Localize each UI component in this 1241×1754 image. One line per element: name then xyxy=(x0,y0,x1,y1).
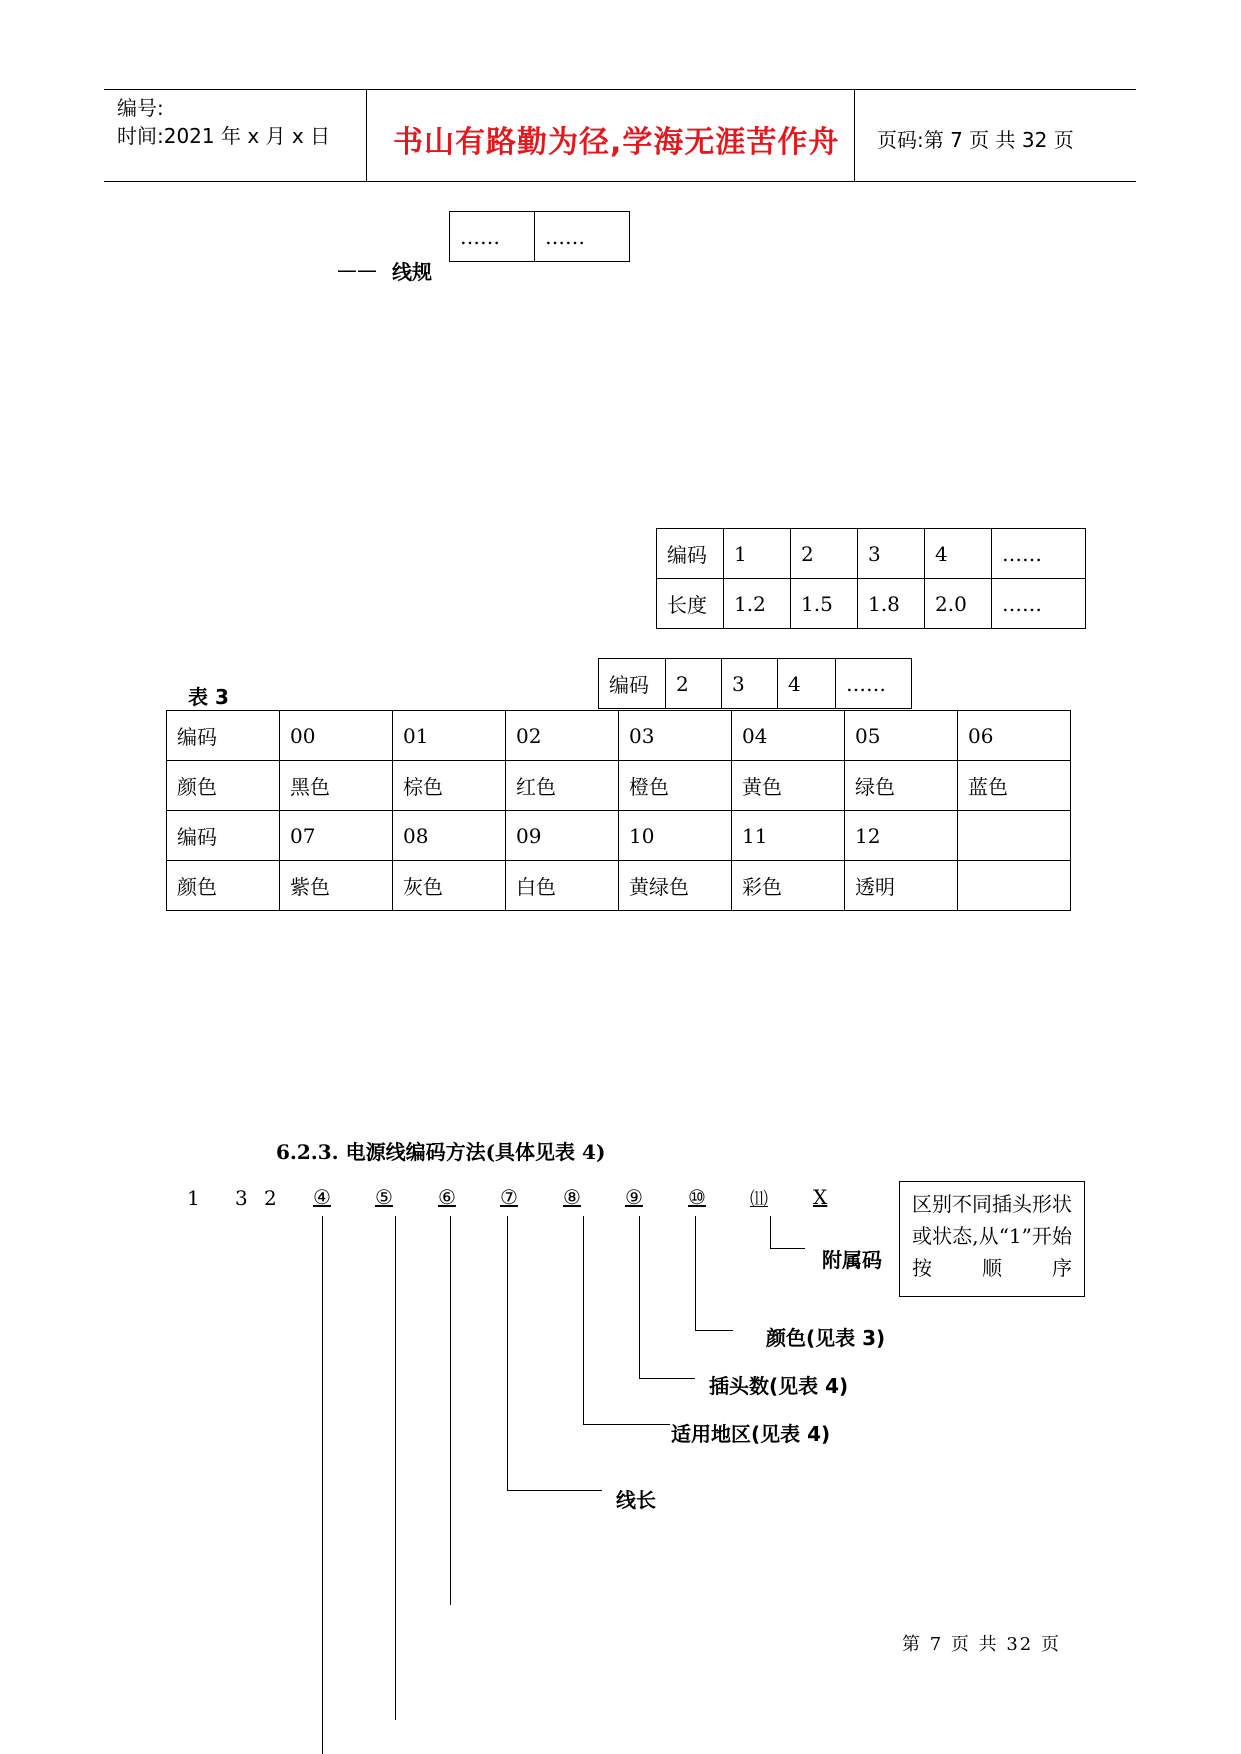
color-table-cell: 02 xyxy=(506,711,619,761)
header-time-label: 时间:2021 年 x 月 x 日 xyxy=(117,124,331,148)
color-table-cell: 黄色 xyxy=(732,761,845,811)
color-table-cell: 00 xyxy=(280,711,393,761)
color-table-cell: 红色 xyxy=(506,761,619,811)
label-color: 颜色(见表 3) xyxy=(766,1326,886,1350)
color-table-cell: 颜色 xyxy=(167,861,280,911)
header-divider-left xyxy=(366,89,367,182)
code-position: ④ xyxy=(313,1185,331,1209)
length-table-header: 长度 xyxy=(657,579,724,629)
length-table-cell: 2 xyxy=(791,529,858,579)
color-table-cell: 绿色 xyxy=(845,761,958,811)
color-table-cell: 黑色 xyxy=(280,761,393,811)
color-table-cell: 08 xyxy=(393,811,506,861)
label-plugs: 插头数(见表 4) xyxy=(709,1374,849,1398)
header-number-label: 编号: xyxy=(117,96,164,120)
color-table-cell: 紫色 xyxy=(280,861,393,911)
code-position: ⑦ xyxy=(500,1185,518,1209)
connector-line xyxy=(770,1248,805,1249)
table3-small-cell: 3 xyxy=(722,659,778,709)
code-prefix-digit: 2 xyxy=(264,1186,277,1210)
connector-line xyxy=(507,1216,508,1490)
header-page-label: 页码:第 7 页 共 32 页 xyxy=(877,128,1074,152)
color-table-cell: 12 xyxy=(845,811,958,861)
table3-small-cell: 4 xyxy=(778,659,836,709)
color-table-cell: 白色 xyxy=(506,861,619,911)
header-top-rule xyxy=(104,89,1136,90)
color-table-cell: 07 xyxy=(280,811,393,861)
length-table-cell: …… xyxy=(992,579,1086,629)
color-table-cell: 01 xyxy=(393,711,506,761)
color-table-cell: 05 xyxy=(845,711,958,761)
line-spec-table xyxy=(449,211,630,262)
connector-line xyxy=(639,1216,640,1378)
length-table-header: 编码 xyxy=(657,529,724,579)
color-table-cell: 09 xyxy=(506,811,619,861)
color-table xyxy=(166,710,1071,911)
color-table-cell: 棕色 xyxy=(393,761,506,811)
label-region: 适用地区(见表 4) xyxy=(671,1422,831,1446)
connector-line xyxy=(639,1378,695,1379)
code-position: ⑤ xyxy=(375,1185,393,1209)
header-motto: 书山有路勤为径,学海无涯苦作舟 xyxy=(393,125,840,160)
table3-label: 表 3 xyxy=(188,685,229,709)
line-spec-label: 线规 xyxy=(392,260,432,284)
length-table-cell: 1.2 xyxy=(724,579,791,629)
color-table-cell xyxy=(958,811,1071,861)
length-table-cell: 1 xyxy=(724,529,791,579)
length-table-cell: …… xyxy=(992,529,1086,579)
code-position: ⑥ xyxy=(438,1185,456,1209)
color-table-cell: 透明 xyxy=(845,861,958,911)
section-heading: 6.2.3. 电源线编码方法(具体见表 4) xyxy=(276,1140,606,1164)
color-table-cell: 彩色 xyxy=(732,861,845,911)
color-table-cell: 编码 xyxy=(167,711,280,761)
connector-line xyxy=(695,1330,733,1331)
label-length: 线长 xyxy=(616,1488,656,1512)
connector-line xyxy=(322,1216,323,1754)
connector-line xyxy=(695,1216,696,1330)
code-prefix-digit: 1 xyxy=(187,1186,200,1210)
length-table-cell: 2.0 xyxy=(925,579,992,629)
color-table-cell: 04 xyxy=(732,711,845,761)
connector-line xyxy=(770,1216,771,1248)
line-spec-dash: —— xyxy=(337,258,377,282)
color-table-cell: 03 xyxy=(619,711,732,761)
color-table-cell: 颜色 xyxy=(167,761,280,811)
footer-page: 第 7 页 共 32 页 xyxy=(902,1634,1061,1655)
length-table-cell: 1.8 xyxy=(858,579,925,629)
code-position: ⑧ xyxy=(563,1185,581,1209)
connector-line xyxy=(507,1490,602,1491)
table3-small-cell: …… xyxy=(836,659,912,709)
connector-line xyxy=(395,1216,396,1720)
label-attach: 附属码 xyxy=(822,1248,882,1272)
table3-small-cell: 2 xyxy=(666,659,722,709)
connector-line xyxy=(583,1216,584,1424)
color-table-cell: 06 xyxy=(958,711,1071,761)
line-spec-cell: …… xyxy=(450,212,535,262)
table3-small-cell: 编码 xyxy=(599,659,666,709)
color-table-cell: 蓝色 xyxy=(958,761,1071,811)
color-table-cell: 10 xyxy=(619,811,732,861)
connector-line xyxy=(583,1424,670,1425)
code-position: X xyxy=(813,1185,828,1209)
length-table-cell: 1.5 xyxy=(791,579,858,629)
color-table-cell: 11 xyxy=(732,811,845,861)
length-table-cell: 4 xyxy=(925,529,992,579)
color-table-cell xyxy=(958,861,1071,911)
table3-small-header xyxy=(598,658,912,709)
code-position: ⑨ xyxy=(625,1185,643,1209)
color-table-cell: 灰色 xyxy=(393,861,506,911)
color-table-cell: 编码 xyxy=(167,811,280,861)
code-position: ⑾ xyxy=(750,1189,768,1210)
length-table-cell: 3 xyxy=(858,529,925,579)
note-box: 区别不同插头形状或状态,从“1”开始按顺序 xyxy=(899,1181,1085,1297)
color-table-cell: 橙色 xyxy=(619,761,732,811)
connector-line xyxy=(450,1216,451,1605)
header-bottom-rule xyxy=(104,181,1136,182)
header-divider-right xyxy=(854,89,855,182)
color-table-cell: 黄绿色 xyxy=(619,861,732,911)
code-prefix-digit: 3 xyxy=(235,1186,248,1210)
length-table xyxy=(656,528,1086,629)
code-position: ⑩ xyxy=(688,1185,706,1209)
line-spec-cell: …… xyxy=(535,212,630,262)
